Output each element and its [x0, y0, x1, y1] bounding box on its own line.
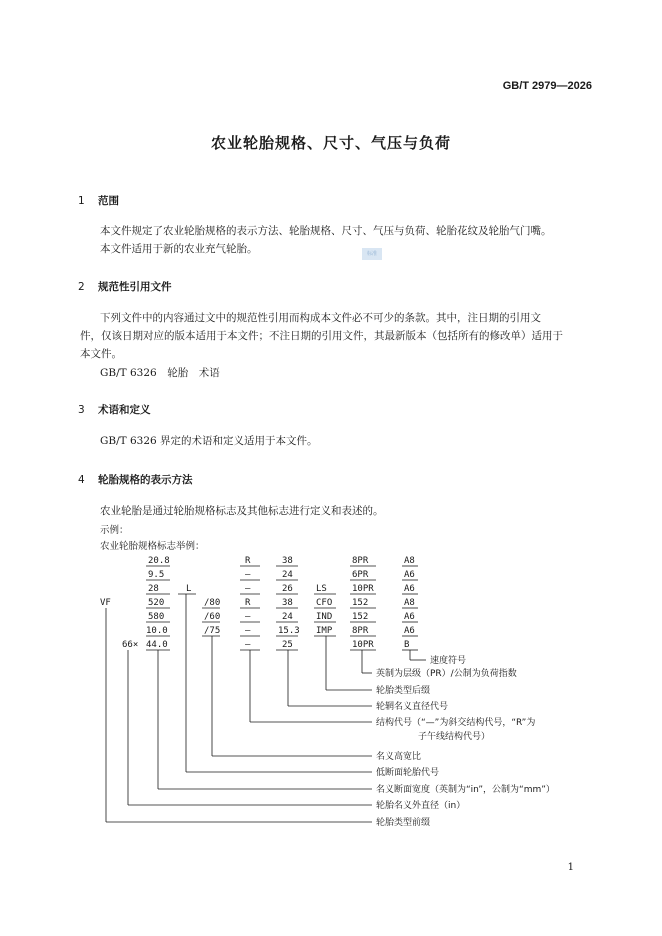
- section-title: 轮胎规格的表示方法: [98, 474, 193, 486]
- cell-size: 20.8: [148, 556, 170, 566]
- cell-outer-diameter: 66×: [122, 640, 139, 650]
- section-2-para-line-3: 本文件。: [80, 348, 122, 360]
- cell-rim-diameter: 24: [282, 612, 293, 622]
- section-2-para-line-2: 件，仅该日期对应的版本适用于本文件；不注日期的引用文件，其最新版本（包括所有的修改单）适用于: [80, 330, 563, 342]
- cell-rim-diameter: 38: [282, 598, 293, 608]
- cell-prefix: VF: [100, 598, 111, 608]
- section-2-para-line-1: 下列文件中的内容通过文中的规范性引用而构成本文件必不可少的条款。其中，注日期的引用文: [100, 312, 541, 324]
- cell-suffix: CFO: [316, 598, 333, 608]
- cell-aspect-ratio: /60: [204, 612, 221, 622]
- cell-size: 10.0: [146, 626, 168, 636]
- section-4-para: 农业轮胎是通过轮胎规格标志及其他标志进行定义和表述的。: [100, 505, 384, 517]
- cell-suffix: IMP: [316, 626, 333, 636]
- example-label: 示例：: [100, 525, 129, 536]
- cell-size: 520: [148, 598, 165, 608]
- cell-size: 9.5: [148, 570, 165, 580]
- cell-speed: A6: [404, 626, 415, 636]
- cell-aspect-ratio: /75: [204, 626, 221, 636]
- cell-ply-load: 152: [352, 598, 369, 608]
- cell-suffix: IND: [316, 612, 333, 622]
- section-1-para-2: 本文件适用于新的农业充气轮胎。: [100, 243, 258, 255]
- cell-speed: A6: [404, 570, 415, 580]
- legend-construction-cont: 子午线结构代号）: [418, 732, 491, 742]
- section-3-para: GB/T 6326 界定的术语和定义适用于本文件。: [100, 435, 318, 447]
- reference-entry: GB/T 6326 轮胎 术语: [100, 367, 220, 379]
- cell-rim-diameter: 26: [282, 584, 293, 594]
- legend-aspect-ratio: 名义高宽比: [376, 752, 422, 762]
- cell-speed: A6: [404, 612, 415, 622]
- cell-rim-diameter: 24: [282, 570, 293, 580]
- cell-low-section: L: [186, 584, 192, 594]
- legend-type-suffix: 轮胎类型后缀: [376, 686, 431, 696]
- page-number: 1: [567, 862, 574, 873]
- cell-construction: —: [245, 626, 251, 636]
- cell-ply-load: 152: [352, 612, 369, 622]
- cell-construction: R: [245, 556, 251, 566]
- section-number: 2: [78, 281, 85, 293]
- legend-ply-rating: 英制为层级（PR）/公制为负荷指数: [376, 669, 517, 679]
- legend-type-prefix: 轮胎类型前缀: [376, 818, 431, 828]
- section-1-para-1: 本文件规定了农业轮胎规格的表示方法、轮胎规格、尺寸、气压与负荷、轮胎花纹及轮胎气门嘴。: [100, 225, 552, 237]
- cell-speed: A6: [404, 584, 415, 594]
- cell-speed: A8: [404, 556, 415, 566]
- cell-construction: —: [245, 570, 251, 580]
- section-number: 1: [78, 195, 85, 207]
- legend-low-section: 低断面轮胎代号: [376, 768, 440, 778]
- legend-outer-diameter: 轮胎名义外直径（in）: [376, 801, 466, 811]
- cell-ply-load: 8PR: [352, 626, 369, 636]
- section-number: 3: [78, 404, 85, 416]
- cell-speed: A8: [404, 598, 415, 608]
- cell-ply-load: 10PR: [352, 640, 374, 650]
- watermark-stamp: 标准: [362, 248, 382, 260]
- cell-ply-load: 6PR: [352, 570, 369, 580]
- cell-size: 580: [148, 612, 165, 622]
- section-title: 规范性引用文件: [98, 281, 172, 293]
- legend-speed-symbol: 速度符号: [430, 656, 467, 666]
- legend-rim-diameter: 轮辋名义直径代号: [376, 702, 449, 712]
- section-title: 术语和定义: [98, 404, 151, 416]
- legend-construction: 结构代号（“—”为斜交结构代号，“R”为: [376, 718, 536, 728]
- cell-rim-diameter: 38: [282, 556, 293, 566]
- cell-suffix: LS: [316, 584, 327, 594]
- cell-construction: —: [245, 640, 251, 650]
- cell-size: 44.0: [146, 640, 168, 650]
- cell-ply-load: 8PR: [352, 556, 369, 566]
- section-number: 4: [78, 474, 85, 486]
- example-caption: 农业轮胎规格标志举例：: [100, 541, 205, 552]
- cell-rim-diameter: 25: [282, 640, 293, 650]
- legend-section-width: 名义断面宽度（英制为“in”，公制为“mm”）: [376, 785, 555, 795]
- section-title: 范围: [98, 195, 119, 207]
- cell-rim-diameter: 15.3: [278, 626, 300, 636]
- cell-aspect-ratio: /80: [204, 598, 221, 608]
- cell-ply-load: 10PR: [352, 584, 374, 594]
- cell-construction: R: [245, 598, 251, 608]
- cell-speed: B: [404, 640, 410, 650]
- cell-construction: —: [245, 612, 251, 622]
- legend: [376, 654, 555, 828]
- cell-construction: —: [245, 584, 251, 594]
- document-title: 农业轮胎规格、尺寸、气压与负荷: [210, 134, 451, 152]
- standard-code: GB/T 2979—2026: [502, 80, 592, 92]
- cell-size: 28: [148, 584, 159, 594]
